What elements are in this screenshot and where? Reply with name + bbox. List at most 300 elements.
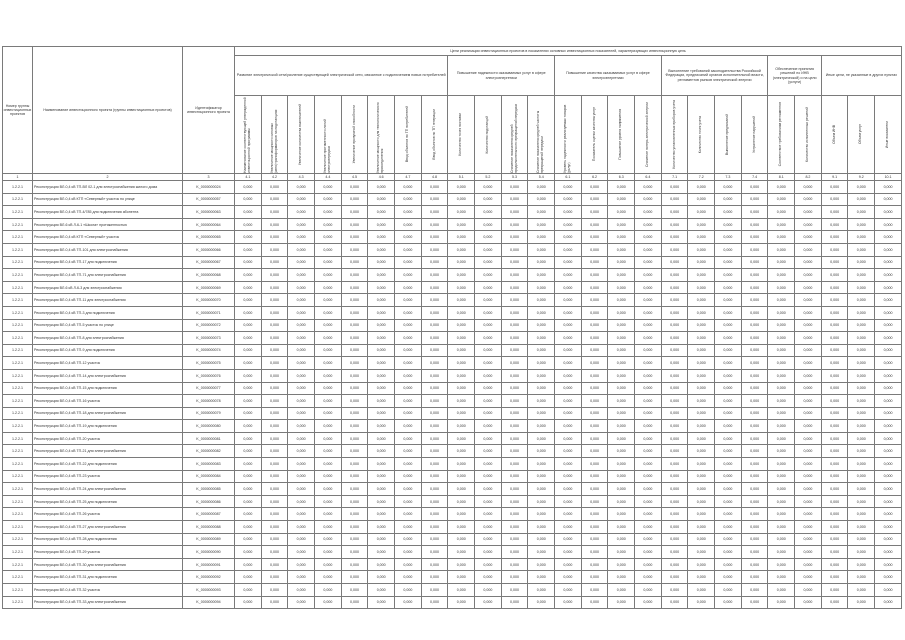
row-group-number: 1.2.2.1	[3, 231, 33, 244]
row-value: 0,000	[635, 243, 662, 256]
header-indicator	[848, 96, 875, 174]
row-value: 0,000	[315, 445, 342, 458]
row-value: 0,000	[555, 445, 582, 458]
row-value: 0,000	[395, 508, 422, 521]
row-value: 0,000	[501, 584, 528, 597]
row-value: 0,000	[715, 181, 742, 194]
row-value: 0,000	[795, 458, 822, 471]
row-value: 0,000	[261, 319, 288, 332]
row-value: 0,000	[581, 319, 608, 332]
row-value: 0,000	[875, 319, 902, 332]
column-number: 8.2	[795, 174, 822, 181]
row-value: 0,000	[581, 546, 608, 559]
row-value: 0,000	[821, 584, 848, 597]
row-value: 0,000	[688, 306, 715, 319]
row-value: 0,000	[821, 533, 848, 546]
row-value: 0,000	[368, 306, 395, 319]
row-value: 0,000	[768, 470, 795, 483]
row-value: 0,000	[421, 407, 448, 420]
row-value: 0,000	[661, 495, 688, 508]
row-value: 0,000	[555, 458, 582, 471]
row-value: 0,000	[475, 294, 502, 307]
row-project-id: K_0000000082	[183, 445, 235, 458]
row-value: 0,000	[715, 533, 742, 546]
row-value: 0,000	[448, 181, 475, 194]
row-value: 0,000	[875, 294, 902, 307]
row-value: 0,000	[795, 243, 822, 256]
row-value: 0,000	[741, 206, 768, 219]
row-project-name: Реконструкция ВЛ-0,4 кВ ТП-25 для подключения	[33, 495, 183, 508]
row-value: 0,000	[288, 382, 315, 395]
row-value: 0,000	[635, 319, 662, 332]
row-value: 0,000	[315, 382, 342, 395]
row-value: 0,000	[475, 558, 502, 571]
row-value: 0,000	[315, 319, 342, 332]
header-indicator-label: Ввод объектов по ТП потребителей	[404, 106, 409, 163]
row-value: 0,000	[368, 357, 395, 370]
row-value: 0,000	[555, 206, 582, 219]
row-value: 0,000	[475, 571, 502, 584]
row-value: 0,000	[821, 546, 848, 559]
row-value: 0,000	[475, 281, 502, 294]
row-value: 0,000	[768, 395, 795, 408]
row-value: 0,000	[768, 546, 795, 559]
row-value: 0,000	[368, 571, 395, 584]
row-value: 0,000	[421, 306, 448, 319]
row-value: 0,000	[475, 256, 502, 269]
header-project-id: Идентификатор инвестиционного проекта	[183, 47, 235, 174]
row-value: 0,000	[715, 407, 742, 420]
row-value: 0,000	[288, 495, 315, 508]
row-value: 0,000	[848, 206, 875, 219]
row-value: 0,000	[875, 483, 902, 496]
row-value: 0,000	[875, 533, 902, 546]
row-value: 0,000	[555, 369, 582, 382]
row-value: 0,000	[315, 369, 342, 382]
row-value: 0,000	[715, 470, 742, 483]
column-number: 8.1	[768, 174, 795, 181]
row-value: 0,000	[581, 332, 608, 345]
table-row	[3, 382, 902, 395]
row-value: 0,000	[528, 306, 555, 319]
row-value: 0,000	[288, 521, 315, 534]
row-value: 0,000	[261, 395, 288, 408]
row-value: 0,000	[555, 193, 582, 206]
row-value: 0,000	[421, 206, 448, 219]
row-value: 0,000	[688, 584, 715, 597]
row-value: 0,000	[421, 193, 448, 206]
row-value: 0,000	[848, 546, 875, 559]
row-value: 0,000	[581, 181, 608, 194]
row-value: 0,000	[475, 495, 502, 508]
row-value: 0,000	[555, 218, 582, 231]
row-value: 0,000	[821, 445, 848, 458]
row-value: 0,000	[341, 231, 368, 244]
row-project-id: K_0000000087	[183, 508, 235, 521]
table-row	[3, 395, 902, 408]
row-value: 0,000	[821, 357, 848, 370]
row-value: 0,000	[368, 584, 395, 597]
row-value: 0,000	[821, 407, 848, 420]
row-value: 0,000	[448, 218, 475, 231]
row-value: 0,000	[661, 521, 688, 534]
row-value: 0,000	[795, 181, 822, 194]
row-value: 0,000	[421, 445, 448, 458]
row-value: 0,000	[341, 306, 368, 319]
row-value: 0,000	[768, 533, 795, 546]
row-value: 0,000	[341, 281, 368, 294]
row-value: 0,000	[795, 521, 822, 534]
row-value: 0,000	[421, 521, 448, 534]
row-value: 0,000	[501, 558, 528, 571]
row-value: 0,000	[608, 395, 635, 408]
row-value: 0,000	[635, 407, 662, 420]
row-value: 0,000	[608, 533, 635, 546]
row-value: 0,000	[288, 181, 315, 194]
row-value: 0,000	[448, 382, 475, 395]
row-project-id: K_0000000079	[183, 407, 235, 420]
row-value: 0,000	[661, 546, 688, 559]
row-value: 0,000	[555, 521, 582, 534]
row-value: 0,000	[475, 344, 502, 357]
row-value: 0,000	[235, 332, 262, 345]
row-value: 0,000	[315, 332, 342, 345]
row-value: 0,000	[661, 395, 688, 408]
row-value: 0,000	[235, 558, 262, 571]
row-value: 0,000	[635, 193, 662, 206]
row-value: 0,000	[528, 495, 555, 508]
row-value: 0,000	[315, 558, 342, 571]
row-project-name: Реконструкция ВЛ-0,4 кВ ТП-4/785 для подключения абонента	[33, 206, 183, 219]
row-value: 0,000	[875, 306, 902, 319]
row-value: 0,000	[741, 508, 768, 521]
row-value: 0,000	[395, 206, 422, 219]
header-subgroup: Повышение надежности оказываемых услуг в сфере электроэнергетики	[448, 56, 555, 96]
row-value: 0,000	[261, 206, 288, 219]
row-value: 0,000	[395, 445, 422, 458]
header-indicator	[555, 96, 582, 174]
row-value: 0,000	[741, 596, 768, 609]
row-value: 0,000	[821, 483, 848, 496]
header-indicator	[875, 96, 902, 174]
row-value: 0,000	[395, 319, 422, 332]
row-value: 0,000	[715, 332, 742, 345]
row-value: 0,000	[661, 294, 688, 307]
row-project-id: K_0000000086	[183, 495, 235, 508]
row-value: 0,000	[741, 281, 768, 294]
row-value: 0,000	[501, 521, 528, 534]
column-number: 9.2	[848, 174, 875, 181]
table-row	[3, 470, 902, 483]
row-value: 0,000	[421, 533, 448, 546]
row-value: 0,000	[395, 218, 422, 231]
row-value: 0,000	[501, 508, 528, 521]
row-project-id: K_0000000090	[183, 546, 235, 559]
row-value: 0,000	[421, 357, 448, 370]
row-value: 0,000	[288, 420, 315, 433]
row-value: 0,000	[741, 407, 768, 420]
row-value: 0,000	[315, 218, 342, 231]
row-value: 0,000	[635, 420, 662, 433]
row-value: 0,000	[875, 558, 902, 571]
row-value: 0,000	[741, 181, 768, 194]
row-value: 0,000	[261, 558, 288, 571]
row-value: 0,000	[288, 294, 315, 307]
row-value: 0,000	[875, 357, 902, 370]
row-value: 0,000	[875, 521, 902, 534]
row-project-id: K_0000000081	[183, 432, 235, 445]
row-value: 0,000	[875, 218, 902, 231]
row-value: 0,000	[795, 269, 822, 282]
row-value: 0,000	[261, 483, 288, 496]
row-value: 0,000	[875, 432, 902, 445]
row-value: 0,000	[315, 269, 342, 282]
row-value: 0,000	[315, 495, 342, 508]
row-value: 0,000	[661, 369, 688, 382]
header-indicator-label: Снижение потерь электрической энергии	[644, 102, 649, 167]
table-row	[3, 495, 902, 508]
row-value: 0,000	[395, 294, 422, 307]
row-value: 0,000	[875, 369, 902, 382]
row-project-name: Реконструкция ВЛ-0,4 кВ ТП-8 для электроснабжения	[33, 332, 183, 345]
header-indicator	[635, 96, 662, 174]
row-value: 0,000	[661, 319, 688, 332]
row-value: 0,000	[608, 193, 635, 206]
header-indicator	[395, 96, 422, 174]
investment-table	[2, 46, 902, 609]
row-value: 0,000	[368, 432, 395, 445]
row-value: 0,000	[261, 294, 288, 307]
row-project-name: Реконструкция ВЛ-6 кВ Л-6-3 для электроснабжения	[33, 281, 183, 294]
row-value: 0,000	[848, 294, 875, 307]
row-value: 0,000	[395, 269, 422, 282]
row-value: 0,000	[288, 483, 315, 496]
row-value: 0,000	[501, 483, 528, 496]
row-project-id: K_0000000077	[183, 382, 235, 395]
row-value: 0,000	[608, 521, 635, 534]
row-value: 0,000	[795, 281, 822, 294]
row-value: 0,000	[288, 546, 315, 559]
column-number: 4.1	[235, 174, 262, 181]
row-value: 0,000	[741, 521, 768, 534]
row-value: 0,000	[261, 571, 288, 584]
row-value: 0,000	[848, 319, 875, 332]
row-project-name: Реконструкция ВЛ-0,4 кВ ТП-9 для подключения	[33, 344, 183, 357]
row-value: 0,000	[341, 546, 368, 559]
row-value: 0,000	[608, 243, 635, 256]
row-value: 0,000	[315, 407, 342, 420]
row-value: 0,000	[528, 269, 555, 282]
row-value: 0,000	[768, 584, 795, 597]
row-value: 0,000	[341, 407, 368, 420]
row-value: 0,000	[235, 281, 262, 294]
row-value: 0,000	[501, 382, 528, 395]
row-value: 0,000	[555, 470, 582, 483]
row-value: 0,000	[795, 571, 822, 584]
row-value: 0,000	[235, 231, 262, 244]
header-indicator	[768, 96, 795, 174]
header-indicator	[475, 96, 502, 174]
row-value: 0,000	[448, 332, 475, 345]
row-value: 0,000	[368, 206, 395, 219]
row-value: 0,000	[688, 533, 715, 546]
row-value: 0,000	[395, 193, 422, 206]
row-value: 0,000	[848, 495, 875, 508]
row-value: 0,000	[848, 420, 875, 433]
row-value: 0,000	[421, 495, 448, 508]
row-value: 0,000	[288, 470, 315, 483]
row-value: 0,000	[501, 269, 528, 282]
row-value: 0,000	[475, 218, 502, 231]
row-value: 0,000	[288, 218, 315, 231]
header-indicator-label: Увеличение мощности силовых (авто)трансформаторов на подстанциях	[269, 109, 278, 173]
row-value: 0,000	[821, 256, 848, 269]
row-value: 0,000	[688, 344, 715, 357]
row-value: 0,000	[475, 508, 502, 521]
row-value: 0,000	[741, 382, 768, 395]
row-value: 0,000	[688, 508, 715, 521]
row-value: 0,000	[341, 483, 368, 496]
row-value: 0,000	[475, 445, 502, 458]
row-value: 0,000	[528, 344, 555, 357]
column-number: 4.3	[288, 174, 315, 181]
row-value: 0,000	[608, 206, 635, 219]
row-project-name: Реконструкция ВЛ-0,4 кВ ТП-14 для электроснабжения	[33, 369, 183, 382]
row-value: 0,000	[341, 571, 368, 584]
row-value: 0,000	[555, 281, 582, 294]
row-value: 0,000	[848, 571, 875, 584]
row-value: 0,000	[555, 319, 582, 332]
row-group-number: 1.2.2.1	[3, 495, 33, 508]
row-value: 0,000	[528, 319, 555, 332]
row-value: 0,000	[768, 243, 795, 256]
row-value: 0,000	[688, 382, 715, 395]
column-number: 4.4	[315, 174, 342, 181]
row-value: 0,000	[581, 470, 608, 483]
row-value: 0,000	[715, 193, 742, 206]
header-indicator	[661, 96, 688, 174]
row-project-id: K_0000000075	[183, 357, 235, 370]
row-value: 0,000	[475, 181, 502, 194]
row-value: 0,000	[635, 281, 662, 294]
row-value: 0,000	[235, 407, 262, 420]
header-indicator-label: Ввод объектов по ТП генерации	[431, 109, 436, 160]
row-value: 0,000	[421, 218, 448, 231]
row-value: 0,000	[848, 382, 875, 395]
row-value: 0,000	[848, 432, 875, 445]
table-row	[3, 420, 902, 433]
row-value: 0,000	[581, 243, 608, 256]
row-value: 0,000	[528, 546, 555, 559]
header-indicator	[421, 96, 448, 174]
row-value: 0,000	[795, 206, 822, 219]
row-value: 0,000	[608, 508, 635, 521]
row-value: 0,000	[448, 256, 475, 269]
row-value: 0,000	[555, 332, 582, 345]
row-value: 0,000	[528, 382, 555, 395]
row-project-name: Реконструкция ВЛ-0,4 кВ ТП-19 для подключения	[33, 420, 183, 433]
row-value: 0,000	[368, 420, 395, 433]
column-number: 4.8	[421, 174, 448, 181]
row-value: 0,000	[661, 571, 688, 584]
row-value: 0,000	[875, 407, 902, 420]
row-value: 0,000	[448, 420, 475, 433]
row-value: 0,000	[768, 218, 795, 231]
row-value: 0,000	[661, 596, 688, 609]
row-value: 0,000	[448, 281, 475, 294]
row-value: 0,000	[688, 432, 715, 445]
row-value: 0,000	[875, 546, 902, 559]
row-value: 0,000	[395, 558, 422, 571]
row-value: 0,000	[261, 193, 288, 206]
row-value: 0,000	[821, 181, 848, 194]
table-row	[3, 319, 902, 332]
row-value: 0,000	[741, 357, 768, 370]
row-value: 0,000	[581, 218, 608, 231]
row-value: 0,000	[635, 256, 662, 269]
row-value: 0,000	[341, 495, 368, 508]
row-value: 0,000	[528, 193, 555, 206]
row-value: 0,000	[448, 533, 475, 546]
row-project-id: K_0000000072	[183, 319, 235, 332]
row-value: 0,000	[288, 243, 315, 256]
row-value: 0,000	[288, 332, 315, 345]
row-value: 0,000	[715, 596, 742, 609]
row-value: 0,000	[501, 432, 528, 445]
row-value: 0,000	[688, 407, 715, 420]
row-value: 0,000	[395, 546, 422, 559]
row-value: 0,000	[795, 294, 822, 307]
row-value: 0,000	[261, 407, 288, 420]
table-row	[3, 596, 902, 609]
header-subgroup: Выполнение требований законодательства Российской Федерации, предписаний органов исполнительной власти, регламентов рынков электрической энергии	[661, 56, 768, 96]
row-group-number: 1.2.2.1	[3, 306, 33, 319]
row-value: 0,000	[848, 407, 875, 420]
row-value: 0,000	[821, 332, 848, 345]
row-value: 0,000	[715, 483, 742, 496]
row-value: 0,000	[741, 432, 768, 445]
row-value: 0,000	[608, 218, 635, 231]
row-value: 0,000	[421, 571, 448, 584]
row-group-number: 1.2.2.1	[3, 294, 33, 307]
row-value: 0,000	[475, 407, 502, 420]
column-number: 6.4	[635, 174, 662, 181]
row-value: 0,000	[235, 495, 262, 508]
row-value: 0,000	[821, 420, 848, 433]
row-value: 0,000	[261, 495, 288, 508]
row-value: 0,000	[235, 483, 262, 496]
column-number: 7.1	[661, 174, 688, 181]
row-value: 0,000	[715, 357, 742, 370]
row-value: 0,000	[608, 420, 635, 433]
row-value: 0,000	[661, 281, 688, 294]
row-value: 0,000	[341, 332, 368, 345]
row-value: 0,000	[768, 596, 795, 609]
row-value: 0,000	[741, 495, 768, 508]
row-value: 0,000	[661, 382, 688, 395]
row-value: 0,000	[341, 319, 368, 332]
row-value: 0,000	[821, 294, 848, 307]
header-indicator	[715, 96, 742, 174]
row-value: 0,000	[555, 407, 582, 420]
row-value: 0,000	[448, 584, 475, 597]
row-value: 0,000	[715, 571, 742, 584]
row-value: 0,000	[475, 243, 502, 256]
row-value: 0,000	[821, 369, 848, 382]
row-value: 0,000	[661, 432, 688, 445]
row-value: 0,000	[421, 584, 448, 597]
row-value: 0,000	[768, 420, 795, 433]
